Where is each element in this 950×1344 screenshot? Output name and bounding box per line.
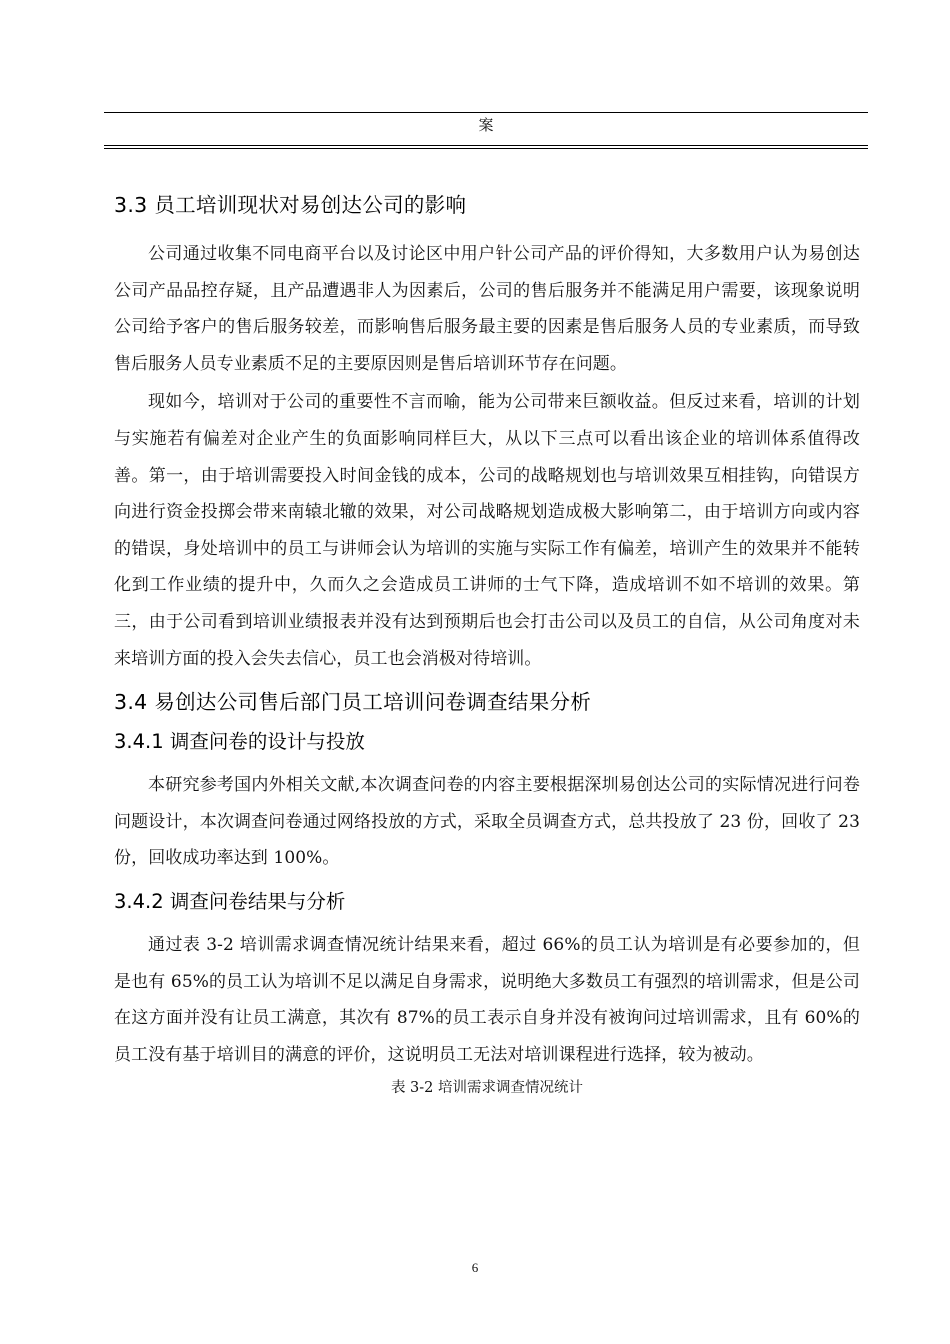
section-heading-3-4-1: 3.4.1 调查问卷的设计与投放	[114, 730, 365, 754]
section-heading-3-4-2: 3.4.2 调查问卷结果与分析	[114, 889, 346, 913]
document-body	[114, 190, 860, 1099]
header-bottom-rule-2	[104, 148, 868, 149]
running-header: 案	[478, 116, 494, 134]
paragraph: 公司通过收集不同电商平台以及讨论区中用户针公司产品的评价得知，大多数用户认为易创达公司产品品控存疑，且产品遭遇非人为因素后，公司的售后服务并不能满足用户需要，该现象说明公司给予客户的售后服务较差，而影响售后服务最主要的因素是售后服务人员的专业素质，而导致售后服务人员专业素质不足的主要原因则是售后培训环节存在问题。	[114, 244, 860, 374]
paragraph: 通过表 3-2 培训需求调查情况统计结果来看，超过 66%的员工认为培训是有必要参加的，但是也有 65%的员工认为培训不足以满足自身需求，说明绝大多数员工有强烈的培训需求，但是公司在这方面并没有让员工满意，其次有 87%的员工表示自身并没有被询问过培训需求，且有 60%的员工没有基于培训目的满意的评价，这说明员工无法对培训课程进行选择，较为被动。	[114, 934, 860, 1065]
table-caption: 表 3-2 培训需求调查情况统计	[390, 1080, 584, 1097]
page-number: 6	[471, 1260, 479, 1275]
header-top-rule	[104, 112, 868, 113]
paragraph: 现如今，培训对于公司的重要性不言而喻，能为公司带来巨额收益。但反过来看，培训的计划与实施若有偏差对企业产生的负面影响同样巨大，从以下三点可以看出该企业的培训体系值得改善。第一，由于培训需要投入时间金钱的成本，公司的战略规划也与培训效果互相挂钩，向错误方向进行资金投掷会带来南辕北辙的效果，对公司战略规划造成极大影响第二，由于培训方向或内容的错误，身处培训中的员工与讲师会认为培训的实施与实际工作有偏差，培训产生的效果并不能转化到工作业绩的提升中，久而久之会造成员工讲师的士气下降，造成培训不如不培训的效果。第三，由于公司看到培训业绩报表并没有达到预期后也会打击公司以及员工的自信，从公司角度对未来培训方面的投入会失去信心，员工也会消极对待培训。	[114, 392, 860, 669]
header-bottom-rule	[104, 145, 868, 146]
paragraph: 本研究参考国内外相关文献,本次调查问卷的内容主要根据深圳易创达公司的实际情况进行问卷问题设计，本次调查问卷通过网络投放的方式，采取全员调查方式，总共投放了 23 份，回收了 23 份，回收成功率达到 100%。	[114, 775, 860, 869]
section-heading-3-3: 3.3 员工培训现状对易创达公司的影响	[114, 193, 467, 217]
section-heading-3-4: 3.4 易创达公司售后部门员工培训问卷调查结果分析	[114, 690, 592, 715]
